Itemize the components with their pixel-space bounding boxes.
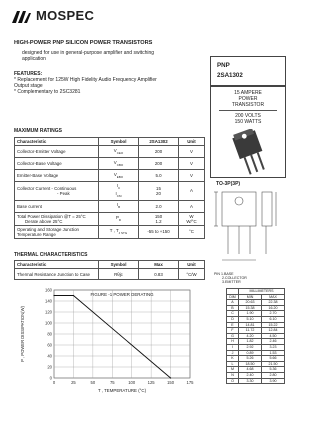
dim-max-cell: 12.84 bbox=[262, 328, 285, 334]
part-type: PNP bbox=[217, 62, 230, 69]
symbol-cell: $I_C$ $I_{CM}$ bbox=[99, 182, 139, 201]
y-tick-label: 80 bbox=[47, 331, 52, 337]
y-tick-label: 100 bbox=[45, 320, 52, 326]
dim-letter-cell: B bbox=[227, 305, 239, 311]
dim-letter-cell: D bbox=[227, 316, 239, 322]
part-number: 2SA1302 bbox=[217, 72, 243, 79]
rating-divider bbox=[219, 110, 277, 111]
dim-max-cell: 22.38 bbox=[262, 300, 285, 306]
dim-max-cell: 6.10 bbox=[262, 316, 285, 322]
dim-max-cell: 3.23 bbox=[262, 344, 285, 350]
power-derating-chart bbox=[14, 282, 204, 402]
dim-max-cell: 1.53 bbox=[262, 350, 285, 356]
features-heading: FEATURES: bbox=[14, 71, 43, 77]
dim-max-cell: 5.66 bbox=[262, 356, 285, 362]
symbol-cell: $P_D$ bbox=[99, 212, 139, 225]
value-cell: 200 bbox=[139, 146, 179, 158]
characteristic-cell: Emitter-Base Voltage bbox=[15, 170, 99, 182]
dim-min-cell: 20.63 bbox=[239, 300, 262, 306]
rating-box bbox=[210, 86, 286, 178]
dim-letter-cell: E bbox=[227, 322, 239, 328]
mospec-logo-icon bbox=[12, 10, 34, 22]
x-tick-label: 150 bbox=[167, 380, 175, 385]
y-tick-label: 20 bbox=[47, 364, 52, 370]
table-row bbox=[15, 158, 205, 170]
feature-item-1: * Replacement for 125W High Fidelity Audio Frequency Amplifier bbox=[14, 77, 157, 83]
dim-max-cell: 21.50 bbox=[262, 361, 285, 367]
pin-label-2: 2.COLLECTOR bbox=[222, 276, 247, 280]
dim-letter-cell: H bbox=[227, 339, 239, 345]
dim-min-cell: 2.40 bbox=[239, 372, 262, 378]
unit-cell: °C bbox=[179, 225, 205, 238]
to3p-package-icon bbox=[229, 129, 271, 175]
y-tick-label: 0 bbox=[49, 375, 52, 381]
table-header-row bbox=[15, 138, 205, 146]
y-tick-label: 140 bbox=[45, 298, 52, 304]
column-header: Characteristic bbox=[15, 261, 99, 269]
part-number-box bbox=[210, 56, 286, 86]
page-title: HIGH-POWER PNP SILICON POWER TRANSISTORS bbox=[14, 40, 153, 46]
y-tick-label: 60 bbox=[47, 342, 52, 348]
column-header: DIM bbox=[227, 294, 239, 300]
max-ratings-table bbox=[14, 137, 205, 239]
x-tick-label: 75 bbox=[109, 380, 115, 385]
package-outline-drawing bbox=[206, 188, 290, 270]
data-point bbox=[170, 377, 171, 378]
column-header: MIN bbox=[239, 294, 262, 300]
dim-letter-cell: F bbox=[227, 328, 239, 334]
dim-max-cell: 2.46 bbox=[262, 339, 285, 345]
thermal-table bbox=[14, 260, 205, 280]
symbol-cell: $V_{CEO}$ bbox=[99, 146, 139, 158]
dim-max-cell: 2.80 bbox=[262, 372, 285, 378]
dim-max-cell: 5.36 bbox=[262, 367, 285, 373]
dim-max-cell: 16.20 bbox=[262, 305, 285, 311]
table-row bbox=[15, 225, 205, 238]
characteristic-cell: Thermal Resistance Junction to Case bbox=[15, 269, 99, 280]
dim-max-cell: 2.70 bbox=[262, 311, 285, 317]
dim-letter-cell: O bbox=[227, 378, 239, 384]
column-header: Symbol bbox=[99, 138, 139, 146]
max-ratings-heading: MAXIMUM RATINGS bbox=[14, 128, 62, 134]
characteristic-cell: Operating and Storage Junction Temperature Range bbox=[15, 225, 99, 238]
symbol-cell: $V_{EBO}$ bbox=[99, 170, 139, 182]
table-row bbox=[227, 378, 285, 384]
thermal-heading: THERMAL CHARACTERISTICS bbox=[14, 252, 88, 258]
table-row bbox=[15, 146, 205, 158]
value-cell: 150 1.2 bbox=[139, 212, 179, 225]
table-row bbox=[15, 269, 205, 280]
dim-max-cell: 15.22 bbox=[262, 322, 285, 328]
brand-name: MOSPEC bbox=[36, 8, 95, 23]
value-cell: 200 bbox=[139, 158, 179, 170]
feature-item-3: * Complementary to 2SC3281 bbox=[14, 89, 81, 95]
dimensions-header: MILLIMETERS bbox=[239, 289, 285, 295]
rating-line-1: 15 AMPERE bbox=[234, 90, 262, 96]
unit-cell: V bbox=[179, 170, 205, 182]
column-header: Unit bbox=[179, 261, 205, 269]
column-header: Unit bbox=[179, 138, 205, 146]
table-row bbox=[15, 170, 205, 182]
rating-line-4: 200 VOLTS bbox=[235, 113, 261, 119]
table-row bbox=[15, 200, 205, 212]
unit-cell: A bbox=[179, 200, 205, 212]
dim-letter-cell: N bbox=[227, 372, 239, 378]
dim-min-cell: 18.50 bbox=[239, 361, 262, 367]
characteristic-cell: Base current bbox=[15, 200, 99, 212]
table-row bbox=[15, 182, 205, 201]
characteristic-cell: Total Power Dissipation @T = 25°C Derate above 25°C bbox=[15, 212, 99, 225]
characteristic-cell: Collector-Emitter Voltage bbox=[15, 146, 99, 158]
description-line-1: designed for use in general-purpose amplifier and switching bbox=[22, 50, 155, 56]
data-point bbox=[73, 295, 74, 296]
symbol-cell: Rθjc bbox=[99, 269, 139, 280]
table-row bbox=[15, 212, 205, 225]
unit-cell: W W/°C bbox=[179, 212, 205, 225]
pin-label-1: PIN 1.BASE bbox=[214, 272, 234, 276]
y-axis-label: P , POWER DISSIPATION(W) bbox=[20, 306, 25, 362]
chart-canvas bbox=[14, 282, 204, 402]
table-header-row bbox=[15, 261, 205, 269]
y-tick-label: 120 bbox=[45, 309, 52, 315]
dim-letter-cell: A bbox=[227, 300, 239, 306]
dim-min-cell: 3.30 bbox=[239, 378, 262, 384]
dim-min-cell: 1.82 bbox=[239, 339, 262, 345]
symbol-cell: T , $T_{J STG}$ bbox=[99, 225, 139, 238]
value-cell: 15 20 bbox=[139, 182, 179, 201]
rating-line-5: 150 WATTS bbox=[234, 119, 262, 125]
unit-cell: V bbox=[179, 146, 205, 158]
dim-letter-cell: C bbox=[227, 311, 239, 317]
dim-letter-cell: J bbox=[227, 350, 239, 356]
y-tick-label: 40 bbox=[47, 353, 52, 359]
unit-cell: °C/W bbox=[179, 269, 205, 280]
dim-letter-cell: L bbox=[227, 361, 239, 367]
column-header: MAX bbox=[262, 294, 285, 300]
rating-line-3: TRANSISTOR bbox=[231, 102, 265, 108]
unit-cell: V bbox=[179, 158, 205, 170]
dim-min-cell: 11.72 bbox=[239, 328, 262, 334]
feature-item-2: Output stage bbox=[14, 83, 43, 89]
y-tick-label: 160 bbox=[45, 287, 52, 293]
characteristic-cell: Collector-Base Voltage bbox=[15, 158, 99, 170]
x-axis-label: T , TEMPERATURE (°C) bbox=[97, 388, 147, 393]
x-tick-label: 175 bbox=[186, 380, 194, 385]
dim-min-cell: 2.92 bbox=[239, 344, 262, 350]
description-line-2: application bbox=[22, 56, 46, 62]
dim-max-cell: 4.50 bbox=[262, 333, 285, 339]
dim-min-cell: 4.20 bbox=[239, 333, 262, 339]
x-tick-label: 50 bbox=[90, 380, 96, 385]
unit-cell: A bbox=[179, 182, 205, 201]
dim-min-cell: 4.68 bbox=[239, 367, 262, 373]
characteristic-cell: Collector Current - Continuous - Peak bbox=[15, 182, 99, 201]
column-header: Symbol bbox=[99, 261, 139, 269]
dim-min-cell: 14.81 bbox=[239, 322, 262, 328]
column-header: Characteristic bbox=[15, 138, 99, 146]
symbol-cell: $V_{CBO}$ bbox=[99, 158, 139, 170]
column-header: 2SA1302 bbox=[139, 138, 179, 146]
dim-letter-cell: I bbox=[227, 344, 239, 350]
dim-letter-cell: M bbox=[227, 367, 239, 373]
x-tick-label: 0 bbox=[52, 380, 56, 385]
pin-label-3: 3.EMITTER bbox=[222, 280, 241, 284]
dim-min-cell: 0.89 bbox=[239, 350, 262, 356]
dimensions-table bbox=[226, 288, 285, 384]
x-tick-label: 25 bbox=[71, 380, 76, 385]
dim-letter-cell: G bbox=[227, 333, 239, 339]
value-cell: -55 to +150 bbox=[139, 225, 179, 238]
value-cell: 0.83 bbox=[139, 269, 179, 280]
column-header: Max bbox=[139, 261, 179, 269]
value-cell: 2.0 bbox=[139, 200, 179, 212]
dim-max-cell: 3.90 bbox=[262, 378, 285, 384]
dim-min-cell: 5.10 bbox=[239, 316, 262, 322]
x-tick-label: 125 bbox=[147, 380, 155, 385]
data-point bbox=[53, 295, 54, 296]
chart-title: FIGURE -1 POWER DERATING bbox=[90, 292, 154, 297]
dim-min-cell: 5.26 bbox=[239, 356, 262, 362]
dim-min-cell: 15.38 bbox=[239, 305, 262, 311]
dim-min-cell: 1.90 bbox=[239, 311, 262, 317]
symbol-cell: $I_B$ bbox=[99, 200, 139, 212]
x-tick-label: 100 bbox=[128, 380, 136, 385]
value-cell: 5.0 bbox=[139, 170, 179, 182]
package-label: TO-3P(3P) bbox=[216, 181, 241, 187]
dim-letter-cell: K bbox=[227, 356, 239, 362]
rating-line-2: POWER bbox=[238, 96, 258, 102]
